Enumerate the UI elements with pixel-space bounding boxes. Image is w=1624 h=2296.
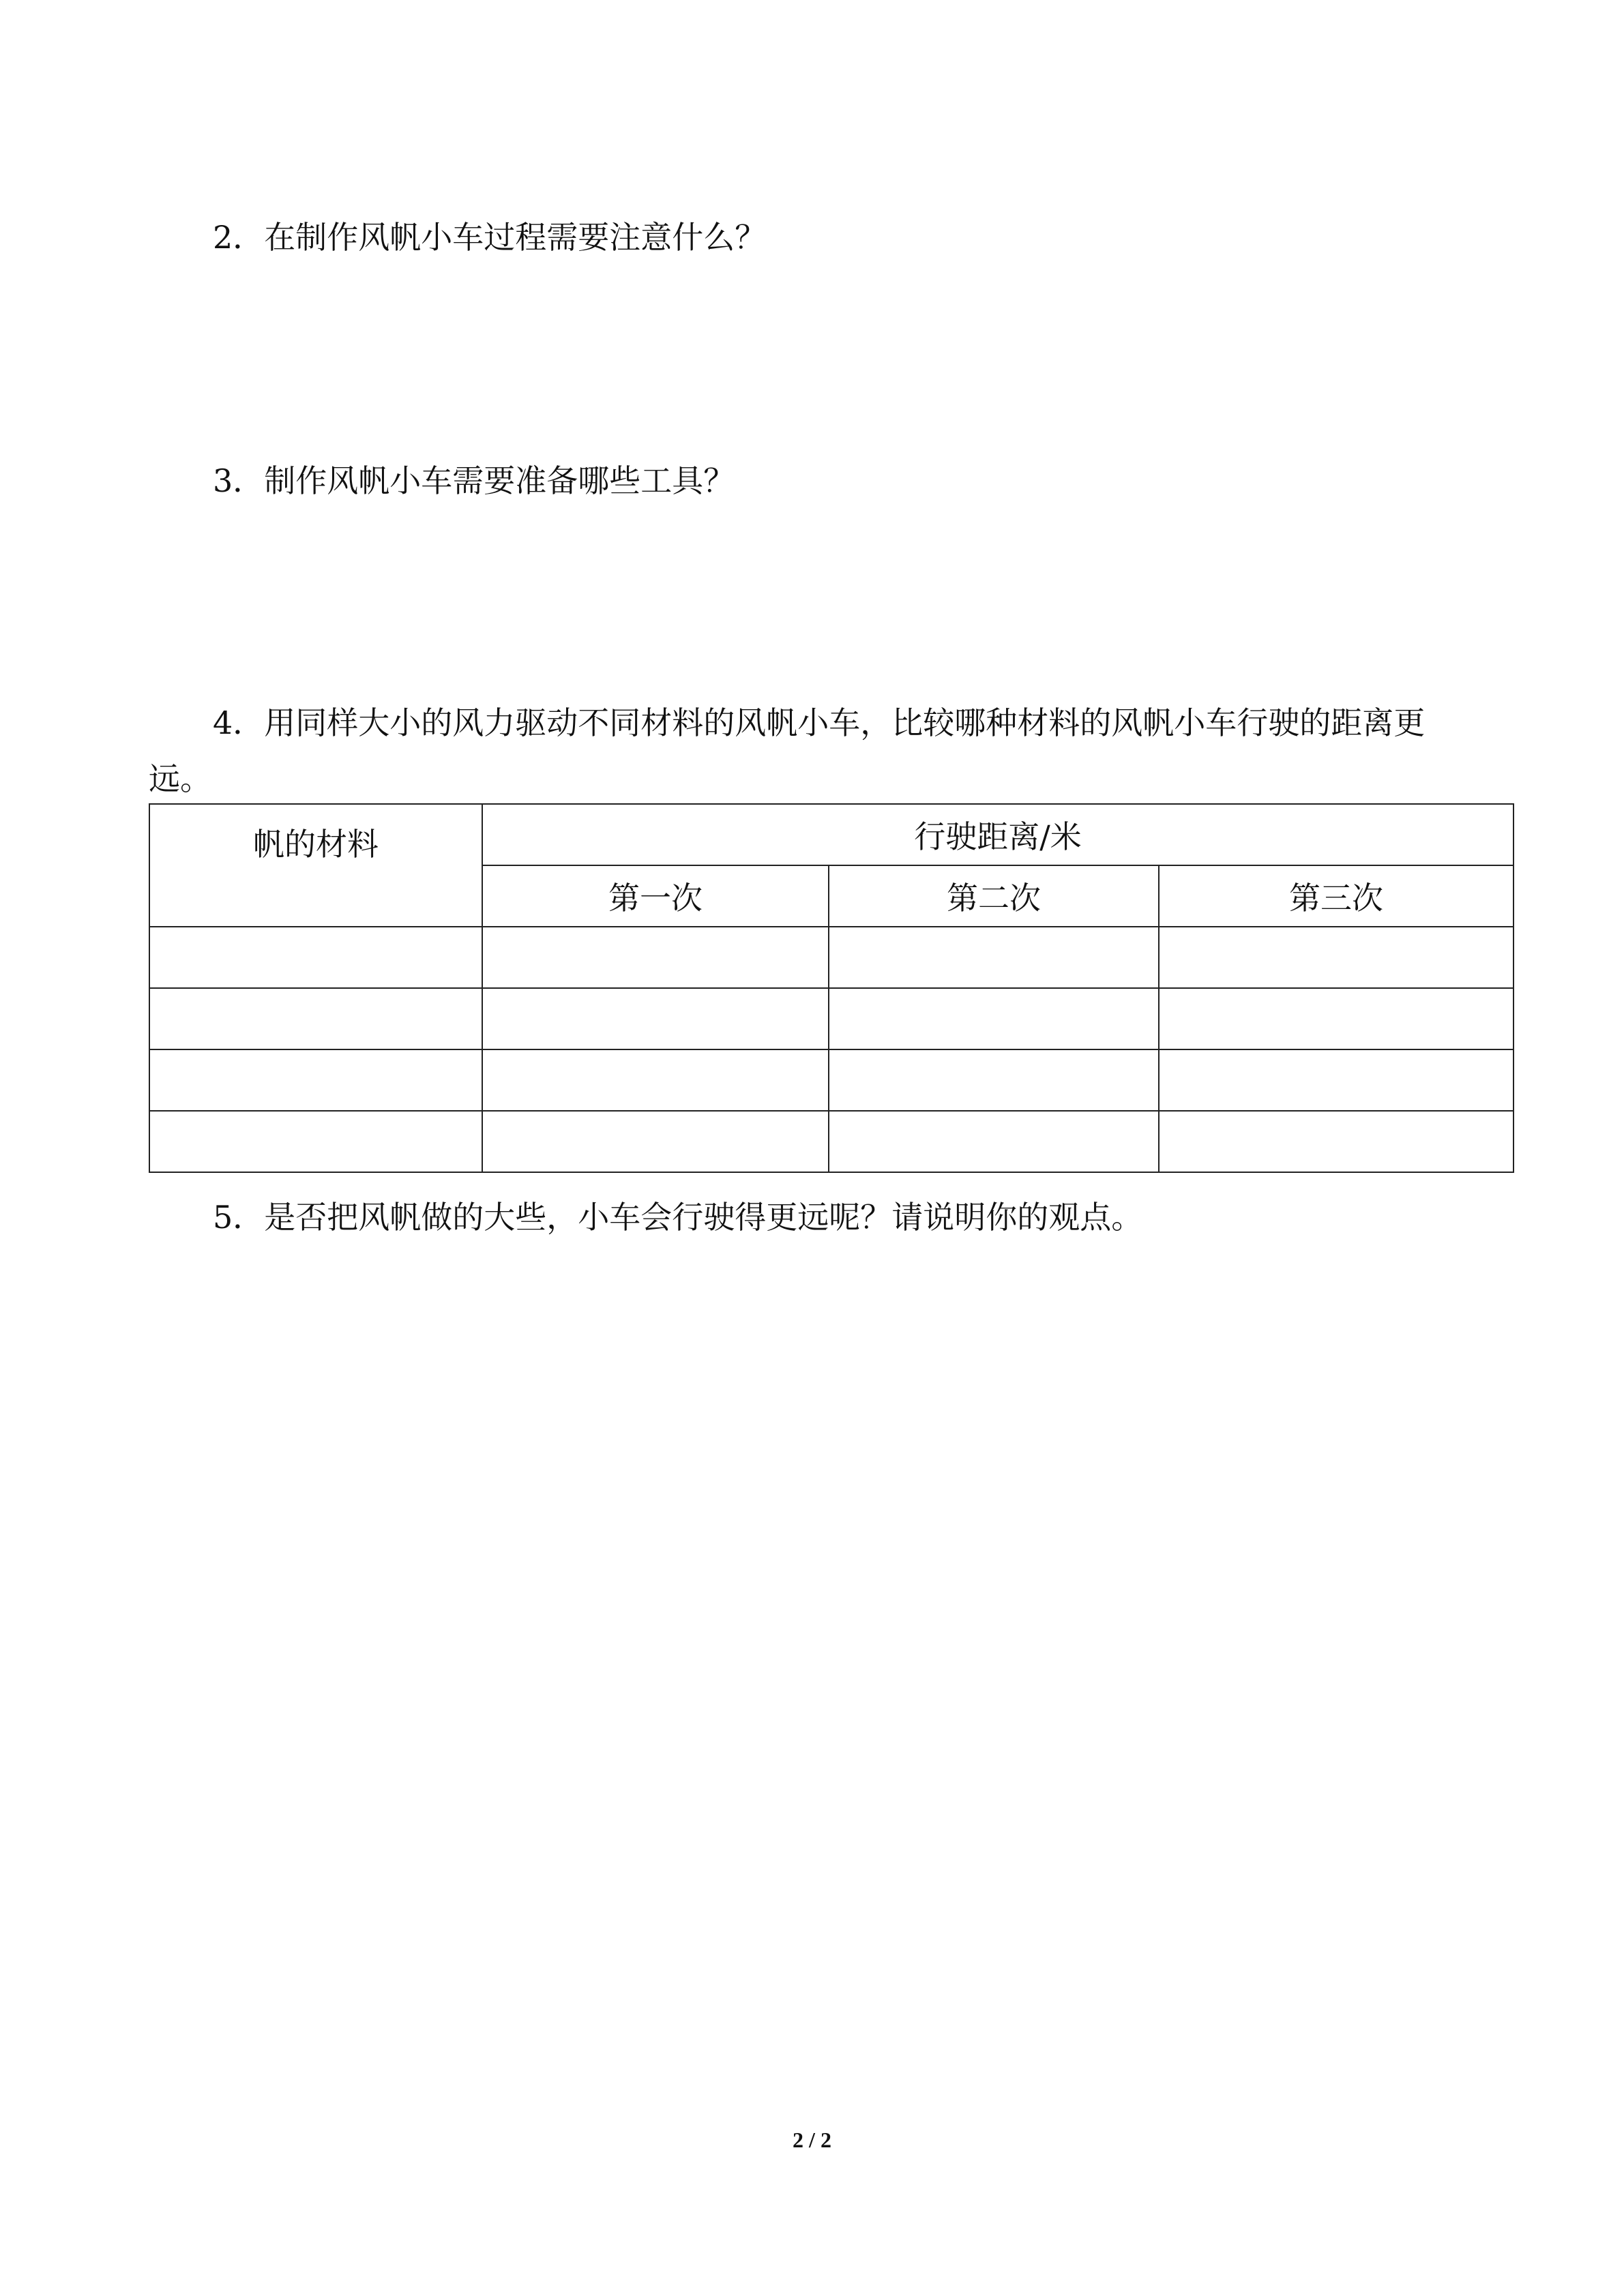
trial-1-cell[interactable]: [482, 1049, 829, 1111]
question-2: 2．在制作风帆小车过程需要注意什么？: [213, 219, 767, 256]
trial-1-cell[interactable]: [482, 988, 829, 1049]
trial-1-cell[interactable]: [482, 1111, 829, 1172]
material-cell[interactable]: [149, 927, 482, 988]
trial-2-cell[interactable]: [829, 927, 1159, 988]
trial-2-header: 第二次: [829, 865, 1159, 927]
table-row: [149, 1049, 1514, 1111]
page-number: 2 / 2: [793, 2128, 831, 2152]
trial-3-cell[interactable]: [1159, 988, 1514, 1049]
material-cell[interactable]: [149, 988, 482, 1049]
trial-3-cell[interactable]: [1159, 1111, 1514, 1172]
trial-2-cell[interactable]: [829, 1111, 1159, 1172]
distance-header-cell: 行驶距离/米: [482, 804, 1514, 865]
table-row: [149, 988, 1514, 1049]
question-3: 3．制作风帆小车需要准备哪些工具？: [213, 462, 735, 499]
table-header-row: [149, 804, 1514, 865]
question-4-continuation: 远。: [149, 760, 211, 797]
question-5: 5．是否把风帆做的大些，小车会行驶得更远呢？请说明你的观点。: [213, 1199, 1143, 1236]
distance-record-table: [149, 803, 1514, 1173]
trial-3-cell[interactable]: [1159, 927, 1514, 988]
trial-2-cell[interactable]: [829, 1049, 1159, 1111]
trial-2-cell[interactable]: [829, 988, 1159, 1049]
question-4: 4．用同样大小的风力驱动不同材料的风帆小车，比较哪种材料的风帆小车行驶的距离更: [213, 704, 1426, 741]
trial-3-cell[interactable]: [1159, 1049, 1514, 1111]
trial-1-header: 第一次: [482, 865, 829, 927]
table-row: [149, 927, 1514, 988]
material-cell[interactable]: [149, 1111, 482, 1172]
trial-3-header: 第三次: [1159, 865, 1514, 927]
material-cell[interactable]: [149, 1049, 482, 1111]
material-header-cell: 帆的材料: [149, 804, 482, 927]
table-row: [149, 1111, 1514, 1172]
trial-1-cell[interactable]: [482, 927, 829, 988]
